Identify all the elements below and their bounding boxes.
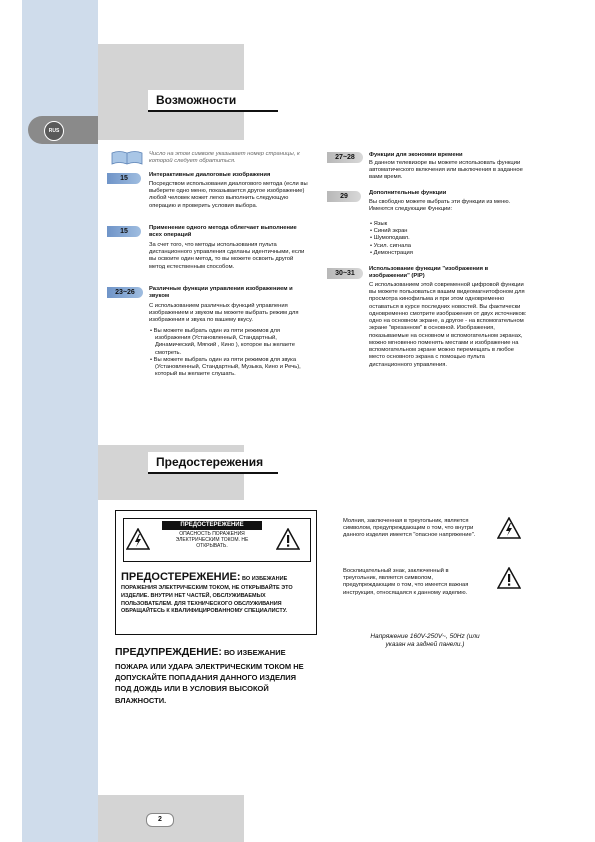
list-item: • Демонстрация: [370, 249, 413, 256]
precautions-title: Предостережения: [156, 455, 264, 469]
warning-text: [115, 645, 310, 706]
caution-big-rest: ВО ИЗБЕЖАНИЕ ПОРАЖЕНИЯ ЭЛЕКТРИЧЕСКИМ ТОКОМ, НЕ ОТКРЫВАЙТЕ ЭТО ИЗДЕЛИЕ. ВНУТРИ НЕТ ЧАСТЕЙ, ОБСЛУЖИВАЕМЫХ ПОЛЬЗОВАТЕЛЕМ. ДЛЯ ТЕХНИЧЕСКОГО ОБСЛУЖИВАНИЯ ОБРАЩАЙТЕСЬ К КВАЛИФИЦИРОВАННОМУ СПЕЦИАЛИСТУ.: [121, 576, 293, 615]
exclamation-warning-icon: [276, 528, 300, 550]
feature-title: Функции для экономии времени: [369, 152, 463, 158]
page-ref-badge: 15: [107, 226, 141, 237]
page-number: 2: [158, 816, 162, 823]
feature-body: С использованием различных функций управления изображением и звуком вы можете выбрать режим для изображения и звука по вашему вкусу.: [149, 303, 299, 324]
feature-bullet-list: [149, 328, 309, 379]
feature-title: Использование функции "изображения в изображении" (PIP): [369, 266, 489, 280]
list-item: • Синий экран: [370, 228, 408, 235]
lightning-symbol-icon: [497, 517, 521, 539]
page-ref-badge: 15: [107, 173, 141, 184]
exclamation-description: Восклицательный знак, заключенный в треугольник, является символом, предупреждающим о том, что имеется важная инструкция, относящаяся к данному изделию.: [343, 568, 469, 596]
feature-title: Дополнительные функции: [369, 190, 447, 196]
exclamation-symbol-icon: [497, 567, 521, 589]
features-note: Число на этом символе указывает номер страницы, к которой следует обратиться.: [149, 151, 300, 165]
caution-big-label: ПРЕДОСТЕРЕЖЕНИЕ:: [121, 571, 241, 583]
feature-body: В данном телевизоре вы можете использовать функции автоматического включения или выключения в заданное вами время.: [369, 160, 523, 181]
page-ref-badge: 27~28: [327, 152, 363, 163]
list-item: • Усил. сигнала: [370, 242, 411, 249]
list-item: • Шумоподавл.: [370, 235, 410, 242]
caution-sub: ОПАСНОСТЬ ПОРАЖЕНИЯ ЭЛЕКТРИЧЕСКИМ ТОКОМ. НЕ ОТКРЫВАТЬ.: [175, 531, 249, 549]
caution-text: [121, 570, 311, 616]
list-item: • Вы можете выбрать один из пяти режимов для звука (Установленный, Стандартный, Музыка, Кино и Речь), который вы желаете слушать.: [150, 356, 301, 378]
caution-header: ПРЕДОСТЕРЕЖЕНИЕ: [180, 522, 244, 528]
warning-big-label: ПРЕДУПРЕЖДЕНИЕ:: [115, 646, 222, 658]
book-icon: [111, 150, 143, 166]
feature-body: С использованием этой современной цифровой функции вы можете пользоваться вашим видеомагнитофоном для просмотра кинофильма и при этом одновременно оставаться в курсе последних новостей. Вы фактически одновременно смотрите изображения от двух источников: одно на основном экране, а другое - на вспомогательном экране "врезанном" в основной. Изображения, показываемые на основном и вспомогательном экранах, можно мгновенно поменять местами и изображение на вспомогательном экране можно перемещать в любое место основного экрана с помощью пульта дистанционного управления.: [369, 282, 527, 368]
lightning-warning-icon: [126, 528, 150, 550]
page-number-badge: [146, 813, 174, 827]
feature-title: Интерактивные диалоговые изображения: [149, 172, 271, 178]
voltage-note: Напряжение 160V-250V~, 50Hz (или указан на задней панели.): [370, 633, 480, 649]
feature-body: За счет того, что методы использования пульта дистанционного управления сделаны идентичными, если вы освоите один метод, то вы можете освоить другой метод естественным способом.: [149, 242, 305, 270]
language-label: RUS: [48, 128, 60, 134]
features-heading: [148, 90, 278, 112]
feature-bullet-list: [369, 221, 529, 257]
precautions-heading: [148, 452, 278, 474]
lightning-description: Молния, заключенная в треугольник, является символом, предупреждающим о том, что внутри данного изделия имеется "опасное напряжение".: [343, 518, 476, 539]
language-badge: [44, 121, 64, 141]
list-item: • Язык: [370, 221, 388, 227]
warning-rest: ВО ИЗБЕЖАНИЕ ПОЖАРА ИЛИ УДАРА ЭЛЕКТРИЧЕСКИМ ТОКОМ НЕ ДОПУСКАЙТЕ ПОПАДАНИЯ ДАННОГО ИЗДЕЛИЯ ПОД ДОЖДЬ ИЛИ В УСЛОВИЯ ВЫСОКОЙ ВЛАЖНОСТИ.: [115, 648, 304, 705]
feature-body: Посредством использования диалогового метода (если вы выберете одно меню, показывается другое изображение) любой человек может легко выполнить следующую операцию и проверить условия выбора.: [149, 181, 308, 209]
list-item: • Вы можете выбрать один из пяти режимов для изображения (Установленный, Стандартный, Динамический, Мягкий , Кино ), которое вы желаете смотреть.: [150, 328, 295, 356]
page-ref-badge: 29: [327, 191, 361, 202]
caution-header-bar: [162, 521, 262, 530]
feature-title: Различные функции управления изображением и звуком: [149, 286, 293, 300]
page-ref-badge: 30~31: [327, 268, 363, 279]
features-title: Возможности: [156, 93, 237, 107]
feature-body: Вы свободно можете выбрать эти функции из меню. Имеются следующие Функции:: [369, 199, 511, 213]
feature-title: Применение одного метода облегчает выполнение всех операций: [149, 225, 297, 239]
page-ref-badge: 23~26: [107, 287, 143, 298]
